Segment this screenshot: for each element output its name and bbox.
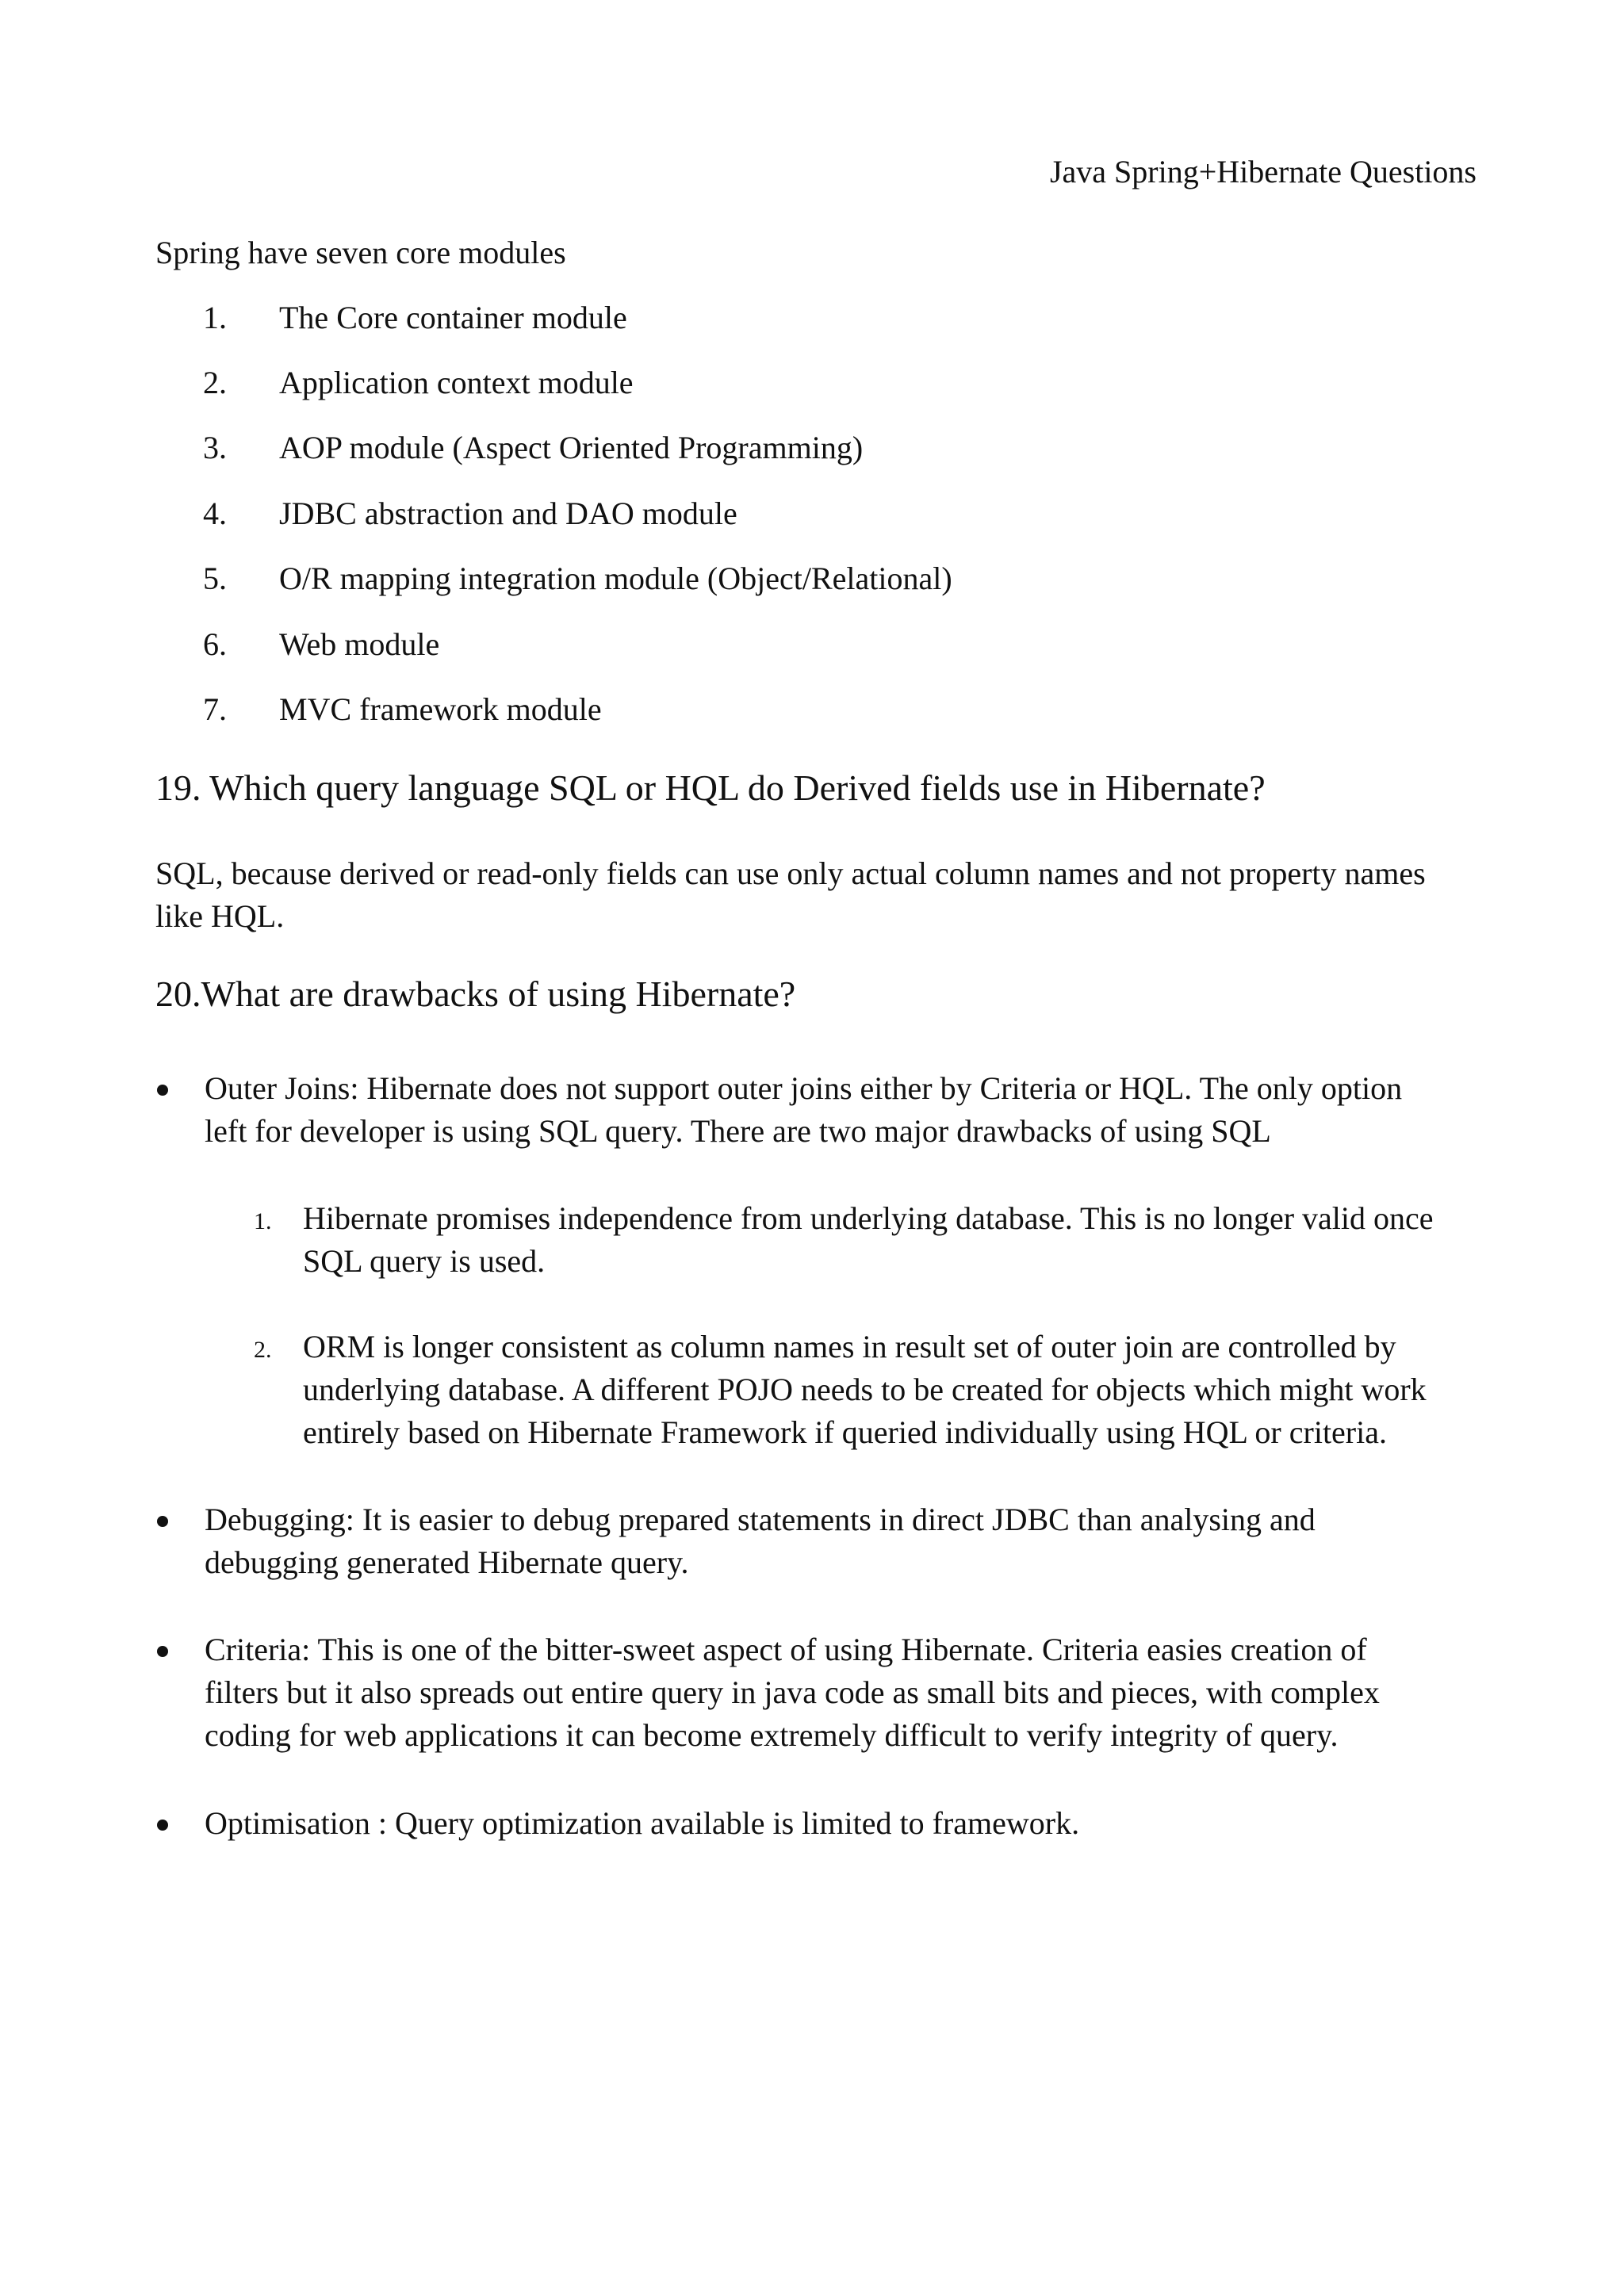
list-item-label: AOP module (Aspect Oriented Programming) xyxy=(279,430,864,465)
bullet-line: Criteria: This is one of the bitter-sweet aspect of using Hibernate. Criteria easies creation of xyxy=(205,1632,1367,1667)
list-item-number: 3. xyxy=(203,430,227,465)
sub-list-item-text xyxy=(303,1197,1484,1283)
sub-list-item-line: entirely based on Hibernate Framework if queried individually using HQL or criteria. xyxy=(303,1414,1387,1450)
sub-list-item-line: Hibernate promises independence from underlying database. This is no longer valid once xyxy=(303,1200,1434,1236)
question-20-heading: 20.What are drawbacks of using Hibernate? xyxy=(155,974,796,1014)
list-item-label: The Core container module xyxy=(279,300,627,335)
bullet-line: Outer Joins: Hibernate does not support outer joins either by Criteria or HQL. The only option xyxy=(205,1070,1403,1106)
question-19-answer-line: SQL, because derived or read-only fields can use only actual column names and not property names xyxy=(155,855,1426,891)
running-header: Java Spring+Hibernate Questions xyxy=(1049,154,1477,189)
sub-list-item-number: 2. xyxy=(254,1337,272,1363)
bullet-text xyxy=(205,1802,1483,1845)
bullet-line: Optimisation : Query optimization available is limited to framework. xyxy=(205,1805,1080,1841)
bullet-line: debugging generated Hibernate query. xyxy=(205,1544,689,1580)
bullet-text xyxy=(205,1628,1483,1757)
bullet-line: left for developer is using SQL query. There are two major drawbacks of using SQL xyxy=(205,1113,1271,1149)
sub-list-item-line: ORM is longer consistent as column names in result set of outer join are controlled by xyxy=(303,1329,1396,1364)
bullet-line: coding for web applications it can become extremely difficult to verify integrity of query. xyxy=(205,1717,1339,1753)
bullet-text xyxy=(205,1498,1483,1584)
list-item-number: 5. xyxy=(203,561,227,596)
bullet-icon xyxy=(157,1085,168,1096)
bullet-text xyxy=(205,1067,1483,1153)
question-19-answer-line: like HQL. xyxy=(155,898,285,934)
bullet-icon xyxy=(157,1820,168,1831)
list-item-number: 7. xyxy=(203,691,227,727)
sub-list-item-number: 1. xyxy=(254,1208,272,1234)
sub-list-item-text xyxy=(303,1326,1484,1454)
list-item-label: JDBC abstraction and DAO module xyxy=(279,496,737,531)
list-item-number: 1. xyxy=(203,300,227,335)
bullet-icon xyxy=(157,1516,168,1527)
list-item-label: Web module xyxy=(279,626,440,662)
list-item-label: MVC framework module xyxy=(279,691,602,727)
modules-intro: Spring have seven core modules xyxy=(155,235,566,270)
sub-list-item-line: underlying database. A different POJO needs to be created for objects which might work xyxy=(303,1372,1427,1407)
list-item-label: O/R mapping integration module (Object/Relational) xyxy=(279,561,952,596)
list-item-number: 4. xyxy=(203,496,227,531)
bullet-icon xyxy=(157,1646,168,1657)
sub-list-item-line: SQL query is used. xyxy=(303,1243,546,1279)
list-item-number: 6. xyxy=(203,626,227,662)
list-item-label: Application context module xyxy=(279,365,634,400)
list-item-number: 2. xyxy=(203,365,227,400)
bullet-line: Debugging: It is easier to debug prepared statements in direct JDBC than analysing and xyxy=(205,1502,1316,1537)
bullet-line: filters but it also spreads out entire query in java code as small bits and pieces, with complex xyxy=(205,1674,1380,1710)
question-19-heading: 19. Which query language SQL or HQL do Derived fields use in Hibernate? xyxy=(155,767,1266,808)
